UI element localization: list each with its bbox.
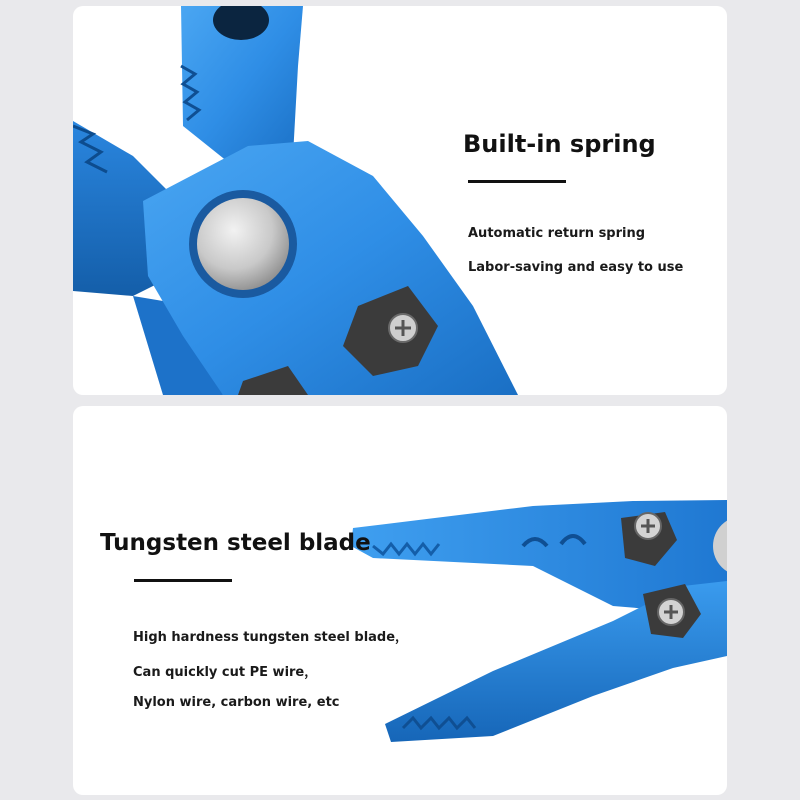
- pliers-jaws-closeup-image: [73, 406, 727, 795]
- spring-feature-line-1: Automatic return spring: [468, 226, 646, 241]
- blade-feature-line-3: Nylon wire, carbon wire, etc: [133, 695, 340, 710]
- pliers-pivot-closeup-image: [73, 6, 727, 395]
- blade-section-title: Tungsten steel blade: [100, 530, 371, 556]
- blade-feature-panel: [73, 406, 727, 795]
- spring-feature-line-2: Labor-saving and easy to use: [468, 260, 684, 275]
- blade-feature-line-1: High hardness tungsten steel blade，: [133, 630, 409, 645]
- spring-section-title: Built-in spring: [463, 130, 656, 158]
- blade-feature-line-2: Can quickly cut PE wire，: [133, 665, 318, 680]
- blade-title-underline: [134, 579, 232, 582]
- spring-title-underline: [468, 180, 566, 183]
- spring-feature-panel: [73, 6, 727, 395]
